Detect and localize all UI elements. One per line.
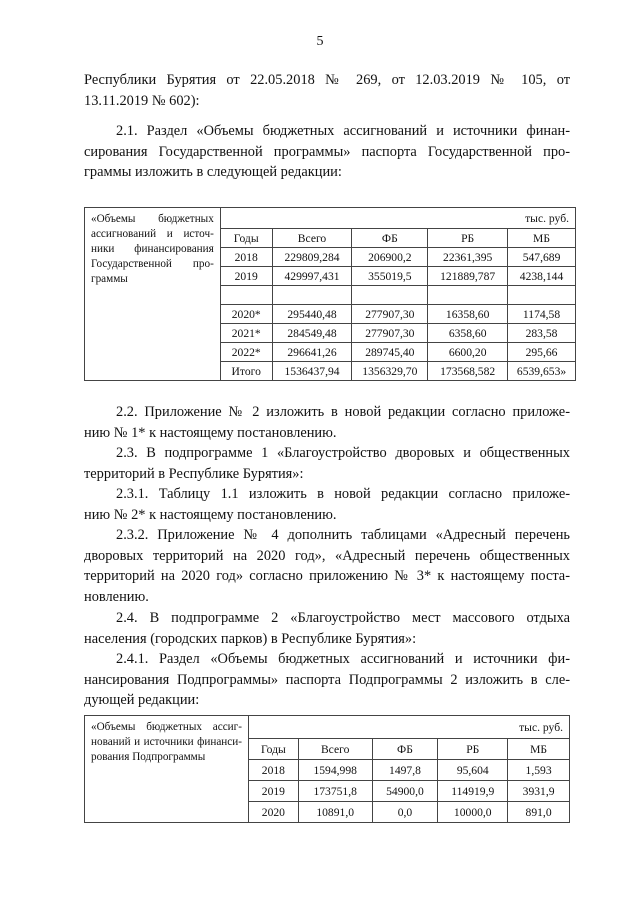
header-cell: Всего [272,229,352,248]
table-cell: 10891,0 [298,802,372,823]
table-cell: 6358,60 [428,324,508,343]
text-line: 2.3. В подпрограмме 1 «Благоустройство дворовых и общественных [116,445,570,461]
text-line: сирования Государственной программы» паспорта Государственной про- [84,143,570,160]
table-cell: 95,604 [438,760,508,781]
text-line: 2.4. В подпрограмме 2 «Благоустройство мест массового отдыха [116,610,570,626]
table-cell: 4238,144 [508,267,576,286]
paragraph-2-2 [84,402,570,443]
table-cell: 173751,8 [298,781,372,802]
text-line: дующей редакции: [84,692,200,709]
text-line: нию № 1* к настоящему постановлению. [84,424,337,441]
header-cell: Годы [248,739,298,760]
table-cell: 1497,8 [372,760,438,781]
table-cell: 296641,26 [272,343,352,362]
text-line: Республики Бурятия от 22.05.2018 № 269, от 12.03.2019 № 105, от [84,72,570,88]
text-line: 2.2. Приложение № 2 изложить в новой редакции согласно приложе- [116,404,570,420]
header-cell: МБ [508,739,570,760]
table-cell: 355019,5 [352,267,428,286]
paragraph-2-3-2 [84,525,570,607]
header-cell: ФБ [352,229,428,248]
header-cell: МБ [508,229,576,248]
table-cell: 1356329,70 [352,362,428,381]
description-line: рования Подпрограммы [91,751,206,763]
text-line: 2.3.2. Приложение № 4 дополнить таблицами «Адресный перечень [116,527,570,543]
text-line: 2.3.1. Таблицу 1.1 изложить в новой редакции согласно приложе- [116,486,570,502]
table-description-cell [85,716,249,823]
page-number: 5 [316,34,324,49]
header-cell: ФБ [372,739,438,760]
paragraph-2-3 [84,443,570,484]
table-cell: 0,0 [372,802,438,823]
text-line: дворовых территорий на 2020 год», «Адресный перечень общественных [84,547,570,564]
table-cell: 284549,48 [272,324,352,343]
paragraph-2-4 [84,608,570,649]
paragraph-2-4-1 [84,649,570,711]
header-cell: Всего [298,739,372,760]
text-line: 2.4.1. Раздел «Объемы бюджетных ассигнований и источники фи- [116,651,570,667]
table-cell: 2020 [248,802,298,823]
table-cell: 54900,0 [372,781,438,802]
text-line: территорий на 2020 год» согласно приложению № 3* к настоящему поста- [84,568,570,585]
table-cell: 429997,431 [272,267,352,286]
table-cell: 2018 [220,248,272,267]
table-cell: 891,0 [508,802,570,823]
table-cell: 121889,787 [428,267,508,286]
paragraph-2-1 [84,121,570,183]
header-cell: РБ [438,739,508,760]
text-line: 13.11.2019 № 602): [84,92,200,109]
intro-paragraph [84,70,570,111]
text-line: нансирования Подпрограммы» паспорта Подпрограммы 2 изложить в сле- [84,671,570,688]
table-cell: 173568,582 [428,362,508,381]
table-cell: 2021* [220,324,272,343]
header-cell: Годы [220,229,272,248]
text-line: нию № 2* к настоящему постановлению. [84,506,337,523]
table-description-cell [85,208,221,381]
table-cell: 295,66 [508,343,576,362]
table-cell: Итого [220,362,272,381]
table-cell: 277907,30 [352,305,428,324]
table-cell: 6600,20 [428,343,508,362]
table-cell: 229809,284 [272,248,352,267]
text-line: территорий в Республике Бурятия»: [84,465,304,482]
text-line: граммы изложить в следующей редакции: [84,164,342,181]
table-cell: 289745,40 [352,343,428,362]
text-line: 2.1. Раздел «Объемы бюджетных ассигнований и источники финан- [116,123,570,139]
paragraph-2-3-1 [84,484,570,525]
units-label: тыс. руб. [248,716,569,739]
description-line: Государственной про- [91,258,214,270]
table-cell: 547,689 [508,248,576,267]
description-line: «Объемы бюджетных [91,213,214,225]
units-label: тыс. руб. [220,208,575,229]
table-cell: 10000,0 [438,802,508,823]
table-cell: 1174,58 [508,305,576,324]
text-line: населения (городских парков) в Республике Бурятия»: [84,630,417,647]
table-cell: 1594,998 [298,760,372,781]
description-line: ассигнований и источ- [91,228,214,240]
table-cell: 2022* [220,343,272,362]
table-cell: 2019 [248,781,298,802]
table-cell: 295440,48 [272,305,352,324]
table-cell: 1536437,94 [272,362,352,381]
table-cell: 1,593 [508,760,570,781]
table-cell: 3931,9 [508,781,570,802]
table-cell: 114919,9 [438,781,508,802]
header-cell: РБ [428,229,508,248]
table-cell: 277907,30 [352,324,428,343]
table-cell: 2018 [248,760,298,781]
budget-table-subprogram [84,715,570,823]
text-line: новлению. [84,588,149,605]
table-cell: 206900,2 [352,248,428,267]
description-line: граммы [91,273,128,285]
table-cell: 283,58 [508,324,576,343]
description-line: ники финансирования [91,243,214,255]
table-cell: 2020* [220,305,272,324]
budget-table-program [84,207,576,381]
description-line: «Объемы бюджетных ассиг- [91,721,242,733]
table-cell: 22361,395 [428,248,508,267]
description-line: нований и источники финанси- [91,736,242,748]
table-cell: 16358,60 [428,305,508,324]
table-cell: 2019 [220,267,272,286]
table-cell: 6539,653» [508,362,576,381]
